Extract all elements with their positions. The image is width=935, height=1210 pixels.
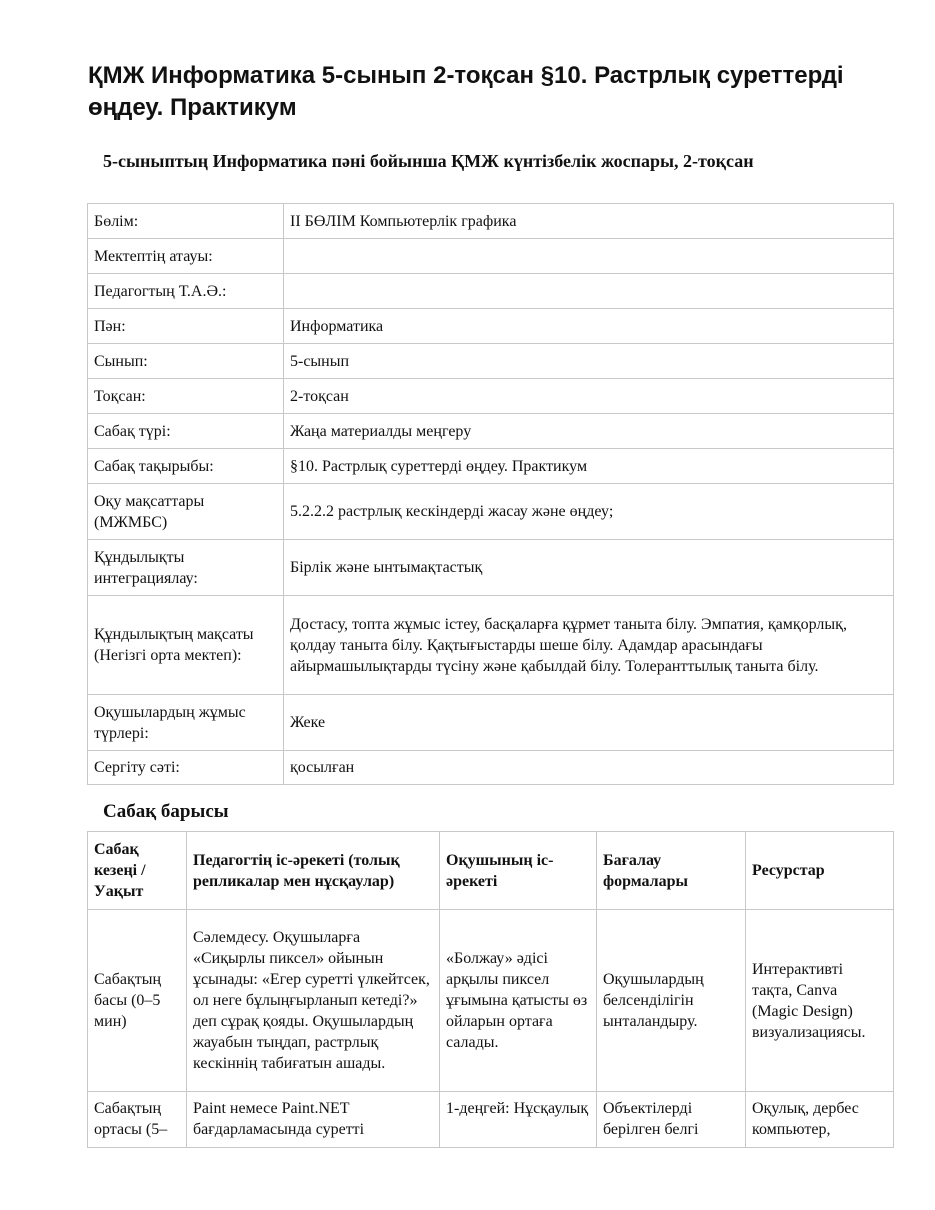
table-row	[88, 751, 894, 785]
column-header-resources: Ресурстар	[746, 832, 894, 910]
info-label: Оқушылардың жұмыс түрлері:	[88, 695, 284, 751]
teacher-activity-cell: Paint немесе Paint.NET бағдарламасында суретті	[187, 1092, 440, 1148]
plan-subtitle: 5-сыныптың Информатика пәні бойынша ҚМЖ күнтізбелік жоспары, 2-тоқсан	[103, 151, 754, 171]
column-header-stage: Сабақ кезеңі / Уақыт	[88, 832, 187, 910]
info-value: 2-тоқсан	[284, 379, 894, 414]
info-label: Педагогтың Т.А.Ә.:	[88, 274, 284, 309]
column-header-teacher: Педагогтің іс-әрекеті (толық репликалар мен нұсқаулар)	[187, 832, 440, 910]
info-value: Жеке	[284, 695, 894, 751]
column-header-student: Оқушының іс-әрекеті	[440, 832, 597, 910]
table-row	[88, 309, 894, 344]
info-value	[284, 239, 894, 274]
info-value: Бірлік және ынтымақтастық	[284, 540, 894, 596]
info-value: §10. Растрлық суреттерді өңдеу. Практикум	[284, 449, 894, 484]
resources-cell: Интерактивті тақта, Canva (Magic Design) визуализациясы.	[746, 910, 894, 1092]
assessment-cell: Объектілерді берілген белгі	[597, 1092, 746, 1148]
info-label: Тоқсан:	[88, 379, 284, 414]
info-label: Бөлім:	[88, 204, 284, 239]
info-value: ІІ БӨЛІМ Компьютерлік графика	[284, 204, 894, 239]
table-row	[88, 596, 894, 695]
table-row	[88, 1092, 894, 1148]
info-value: 5.2.2.2 растрлық кескіндерді жасау және өңдеу;	[284, 484, 894, 540]
info-label: Сабақ тақырыбы:	[88, 449, 284, 484]
lesson-flow-heading: Сабақ барысы	[103, 801, 229, 822]
info-value: қосылған	[284, 751, 894, 785]
info-label: Сынып:	[88, 344, 284, 379]
lesson-flow-table	[87, 831, 894, 1148]
table-row	[88, 449, 894, 484]
info-value: Жаңа материалды меңгеру	[284, 414, 894, 449]
resources-cell: Оқулық, дербес компьютер,	[746, 1092, 894, 1148]
document-title: ҚМЖ Информатика 5-сынып 2-тоқсан §10. Растрлық суреттерді өңдеу. Практикум	[88, 62, 844, 121]
table-row	[88, 204, 894, 239]
student-activity-cell: 1-деңгей: Нұсқаулық	[440, 1092, 597, 1148]
table-header-row	[88, 832, 894, 910]
table-row	[88, 344, 894, 379]
table-row	[88, 274, 894, 309]
table-row	[88, 540, 894, 596]
info-label: Сабақ түрі:	[88, 414, 284, 449]
info-label: Пән:	[88, 309, 284, 344]
info-label: Құндылықтың мақсаты (Негізгі орта мектеп):	[88, 596, 284, 695]
lesson-info-table	[87, 203, 894, 785]
table-row	[88, 910, 894, 1092]
assessment-cell: Оқушылардың белсенділігін ынталандыру.	[597, 910, 746, 1092]
table-row	[88, 414, 894, 449]
stage-cell: Сабақтың ортасы (5–	[88, 1092, 187, 1148]
info-value	[284, 274, 894, 309]
student-activity-cell: «Болжау» әдісі арқылы пиксел ұғымына қатысты өз ойларын ортаға салады.	[440, 910, 597, 1092]
table-row	[88, 695, 894, 751]
info-value: 5-сынып	[284, 344, 894, 379]
table-row	[88, 484, 894, 540]
info-value: Информатика	[284, 309, 894, 344]
table-row	[88, 379, 894, 414]
info-label: Мектептің атауы:	[88, 239, 284, 274]
info-value: Достасу, топта жұмыс істеу, басқаларға құрмет таныта білу. Эмпатия, қамқорлық, қолдау таныта білу. Қақтығыстарды шеше білу. Адамдар арасындағы айырмашылықтарды түсіну және қабылдай білу. Толеранттылық таныта білу.	[284, 596, 894, 695]
info-label: Құндылықты интеграциялау:	[88, 540, 284, 596]
column-header-assessment: Бағалау формалары	[597, 832, 746, 910]
info-label: Оқу мақсаттары (МЖМБС)	[88, 484, 284, 540]
table-row	[88, 239, 894, 274]
stage-cell: Сабақтың басы (0–5 мин)	[88, 910, 187, 1092]
info-label: Сергіту сәті:	[88, 751, 284, 785]
teacher-activity-cell: Сәлемдесу. Оқушыларға «Сиқырлы пиксел» ойынын ұсынады: «Егер суретті үлкейтсек, ол неге бұлыңғырланып кетеді?» деп сұрақ қояды. Оқушылардың жауабын тыңдап, растрлық кескіннің табиғатын ашады.	[187, 910, 440, 1092]
